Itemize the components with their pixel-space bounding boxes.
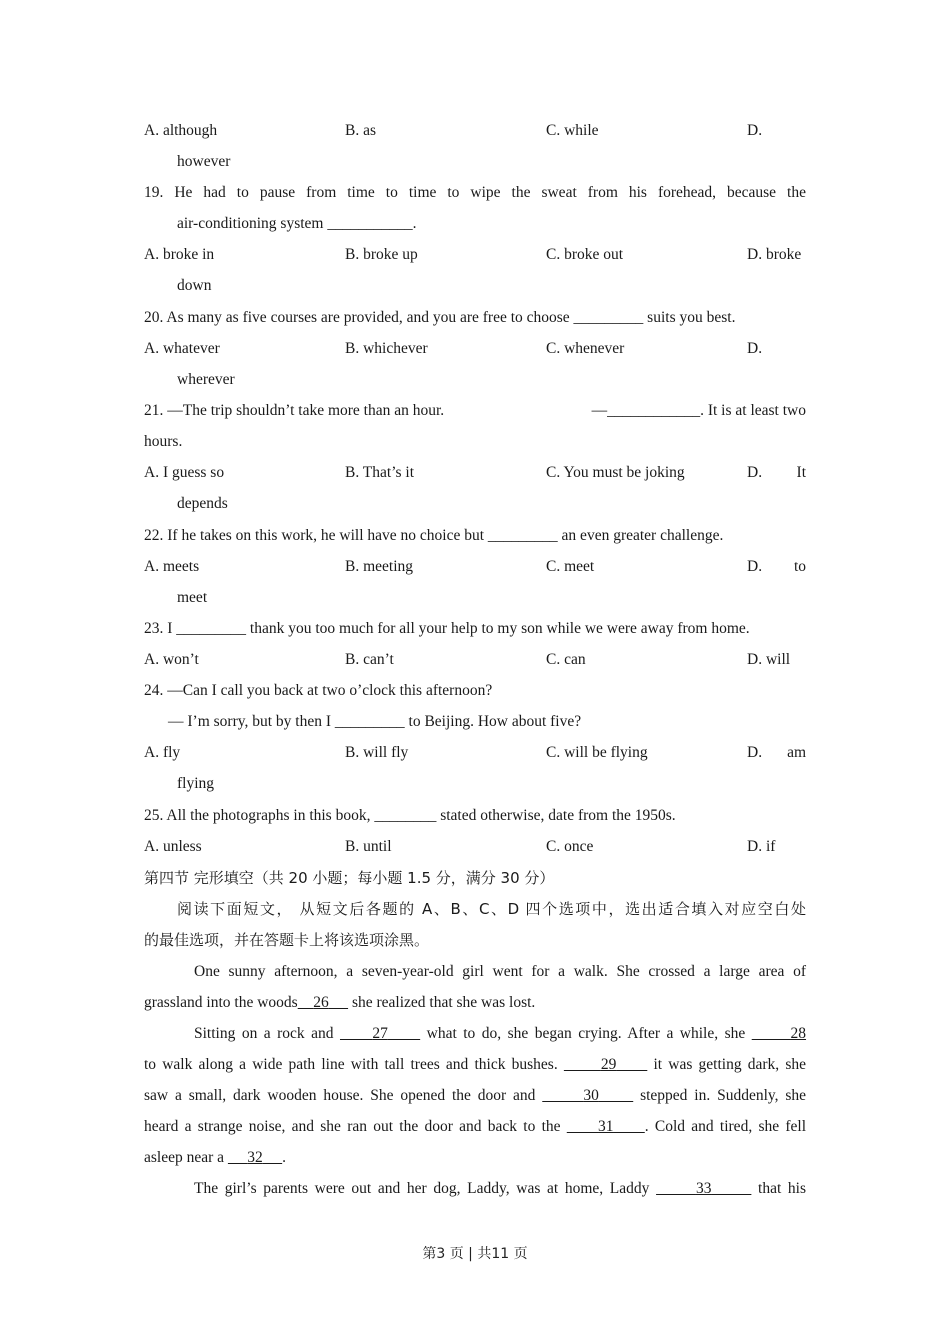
- question-21-cont: hours.: [144, 433, 183, 450]
- option-d: D. will: [747, 651, 791, 668]
- option-a: A. meets: [144, 558, 200, 575]
- option-c: C. while: [546, 122, 599, 139]
- option-d-continued: down: [177, 277, 212, 294]
- question-25: 25. All the photographs in this book, ________ stated otherwise, date from the 1950s.: [144, 807, 676, 824]
- passage-line: grassland into the woods 26 she realized that she was lost.: [144, 994, 536, 1011]
- passage-line: The girl’s parents were out and her dog, Laddy, was at home, Laddy 33 that his: [194, 1180, 807, 1197]
- question-22: 22. If he takes on this work, he will have no choice but _________ an even greater challenge.: [144, 527, 724, 544]
- passage-line: to walk along a wide path line with tall trees and thick bushes. 29 it was getting dark, she: [144, 1056, 807, 1073]
- section-instructions-cont: 的最佳选项，并在答题卡上将该选项涂黑。: [144, 931, 430, 949]
- option-a: A. although: [144, 122, 218, 139]
- question-21-reply: —____________. It is at least two: [591, 402, 806, 419]
- option-d: D. broke: [747, 246, 802, 263]
- option-d-continued: however: [177, 153, 231, 170]
- option-d: D.: [747, 744, 763, 761]
- blank-30: 30: [583, 1087, 599, 1104]
- passage-line: heard a strange noise, and she ran out the door and back to the 31 . Cold and tired, she fell: [144, 1118, 807, 1135]
- option-a: A. broke in: [144, 246, 215, 263]
- question-20: 20. As many as five courses are provided, and you are free to choose _________ suits you best.: [144, 309, 736, 326]
- question-19-cont: air-conditioning system ___________.: [177, 215, 417, 232]
- option-d-continued: meet: [177, 589, 208, 606]
- question-24-reply: — I’m sorry, but by then I _________ to Beijing. How about five?: [168, 713, 582, 730]
- option-a: A. whatever: [144, 340, 220, 357]
- option-d-word: It: [796, 464, 806, 481]
- option-d-continued: flying: [177, 775, 215, 792]
- option-d-continued: wherever: [177, 371, 235, 388]
- question-19: 19. He had to pause from time to time to wipe the sweat from his forehead, because the: [144, 184, 806, 201]
- option-d: D. if: [747, 838, 776, 855]
- option-b: B. as: [345, 122, 376, 139]
- option-a: A. won’t: [144, 651, 199, 668]
- page-footer: 第3 页 | 共11 页: [422, 1246, 528, 1262]
- option-a: A. I guess so: [144, 464, 225, 481]
- blank-29: 29: [600, 1056, 617, 1073]
- blank-31: 31: [598, 1118, 614, 1135]
- option-c: C. will be flying: [546, 744, 648, 761]
- option-d-word: to: [793, 558, 806, 575]
- option-c: C. once: [546, 838, 594, 855]
- option-b: B. whichever: [345, 340, 428, 357]
- blank-26: 26: [313, 994, 329, 1011]
- section-heading: 第四节 完形填空（共 20 小题；每小题 1.5 分，满分 30 分）: [144, 869, 555, 887]
- passage-line: Sitting on a rock and 27 what to do, she began crying. After a while, she 28: [194, 1025, 807, 1042]
- option-a: A. fly: [144, 744, 181, 761]
- question-23: 23. I _________ thank you too much for all your help to my son while we were away from home.: [144, 620, 750, 637]
- option-d-continued: depends: [177, 495, 228, 512]
- passage-line: saw a small, dark wooden house. She opened the door and 30 stepped in. Suddenly, she: [144, 1087, 807, 1104]
- option-c: C. meet: [546, 558, 595, 575]
- option-d: D.: [747, 558, 763, 575]
- section-instructions: 阅读下面短文， 从短文后各题的 A、B、C、D 四个选项中，选出适合填入对应空白处: [177, 900, 806, 918]
- option-b: B. meeting: [345, 558, 414, 575]
- question-24: 24. —Can I call you back at two o’clock this afternoon?: [144, 682, 493, 699]
- option-c: C. can: [546, 651, 586, 668]
- option-c: C. whenever: [546, 340, 625, 357]
- option-c: C. You must be joking: [546, 464, 685, 481]
- option-d: D.: [747, 122, 763, 139]
- blank-32: 32: [247, 1149, 263, 1166]
- option-d-word: am: [787, 744, 806, 761]
- option-b: B. broke up: [345, 246, 418, 263]
- option-b: B. until: [345, 838, 392, 855]
- option-b: B. That’s it: [345, 464, 415, 481]
- option-a: A. unless: [144, 838, 202, 855]
- option-b: B. will fly: [345, 744, 409, 761]
- passage-line: One sunny afternoon, a seven-year-old girl went for a walk. She crossed a large area of: [194, 963, 806, 980]
- blank-33: 33: [695, 1180, 712, 1197]
- option-d: D.: [747, 340, 763, 357]
- blank-28: 28: [790, 1025, 807, 1042]
- option-c: C. broke out: [546, 246, 624, 263]
- option-b: B. can’t: [345, 651, 394, 668]
- passage-line: asleep near a 32 .: [144, 1149, 287, 1166]
- question-21: 21. —The trip shouldn’t take more than an hour.: [144, 402, 445, 419]
- option-d: D.: [747, 464, 763, 481]
- blank-27: 27: [372, 1025, 388, 1042]
